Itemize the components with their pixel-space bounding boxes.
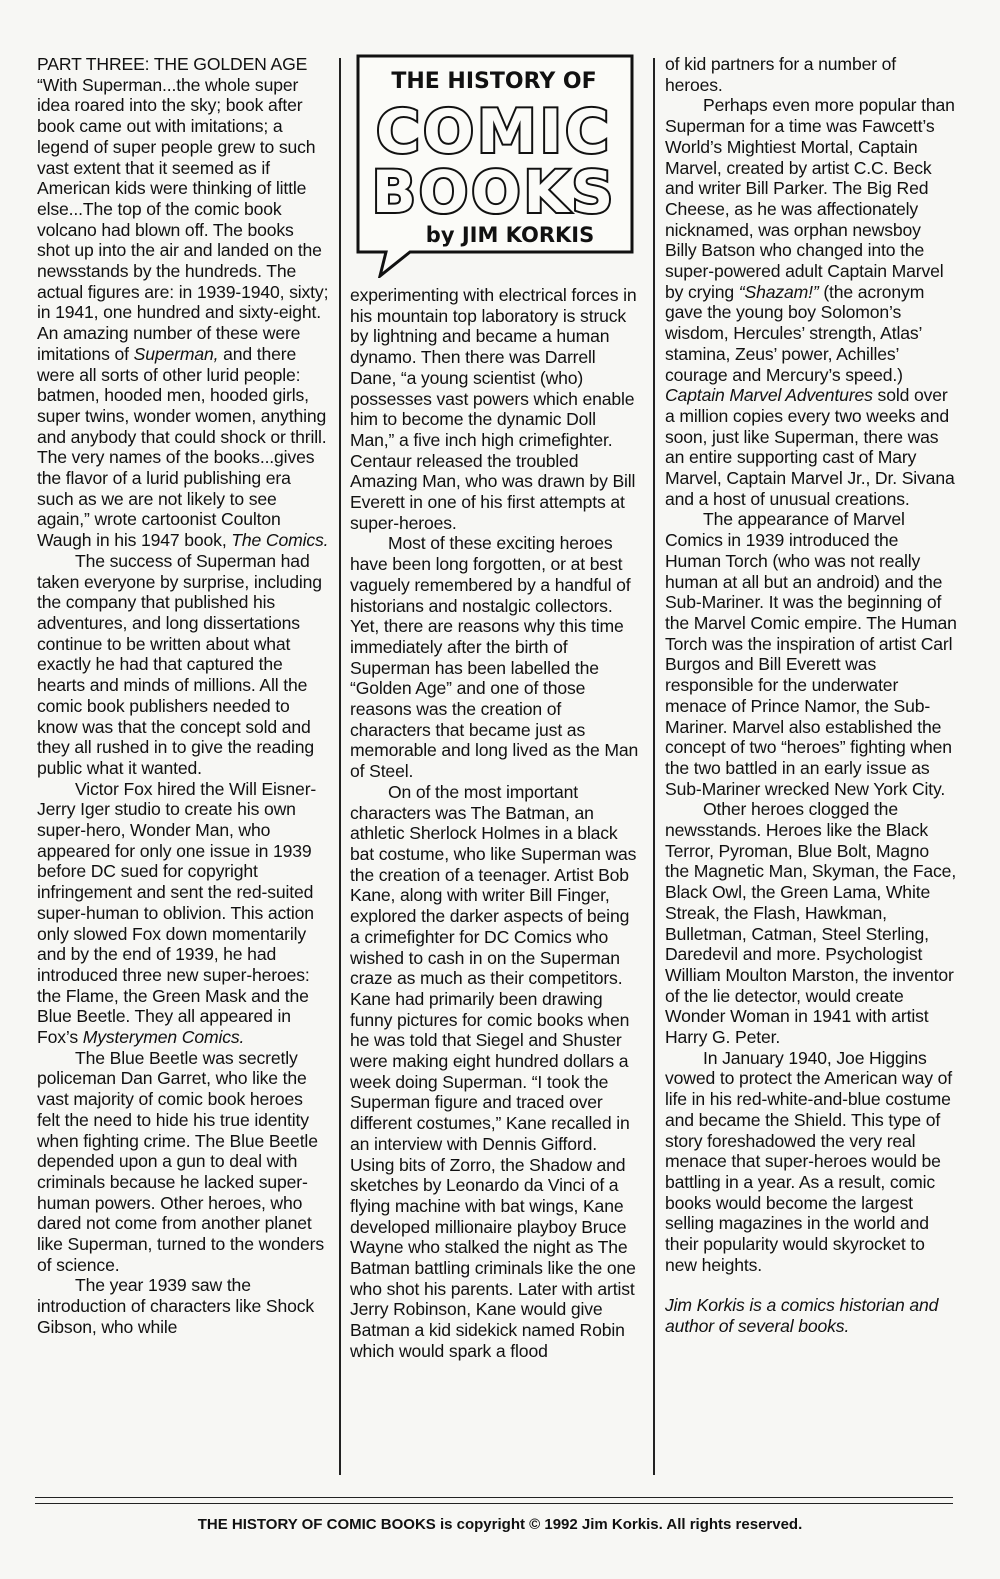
article-paragraph: On of the most important characters was The Batman, an athletic Sherlock Holmes in a black bat costume, who like Superman was the creation of a teenager. Artist Bob Kane, along with writer Bill Finger, explored the darker aspects of being a crimefighter for DC Comics who wished to cash in on the Superman craze as much as their competitors. Kane had primarily been drawing funny pictures for comic books when he was told that Siegel and Shuster were making eight hundred dollars a week doing Superman. “I took the Superman figure and traced over different costumes,” Kane recalled in an interview with Dennis Gifford. Using bits of Zorro, the Shadow and sketches by Leonardo da Vinci of a flying machine with bat wings, Kane developed millionaire playboy Bruce Wayne who stalked the night as The Batman battling criminals like the one who shot his parents. Later with artist Jerry Robinson, Kane would give Batman a kid sidekick named Robin which would spark a flood (350, 781, 637, 1361)
title-graphic (352, 52, 636, 278)
article-paragraph: The success of Superman had taken everyone by surprise, including the company that published his adventures, and long dissertations continue to be written about what exactly he had that captured the hearts and minds of millions. All the comic book publishers needed to know was that the concept sold and they all rushed in to give the reading public what it wanted. (37, 550, 322, 778)
article-paragraph: The Blue Beetle was secretly policeman Dan Garret, who like the vast majority of comic book heroes felt the need to hide his true identity when fighting crime. The Blue Beetle depended upon a gun to deal with criminals because he lacked super-human powers. Other heroes, who dared not come from another planet like Superman, turned to the wonders of science. (37, 1047, 325, 1275)
footer-rule (35, 1497, 953, 1498)
title-byline: by JIM KORKIS (425, 223, 595, 247)
section-heading: PART THREE: THE GOLDEN AGE (37, 54, 308, 74)
article-paragraph: PART THREE: THE GOLDEN AGE “With Superman...the whole super idea roared into the sky; book after book came out with imitations; a legend of super people grew to such vast extent that it seemed as if American kids were thinking of little else...The top of the comic book volcano had blown off. The books shot up into the air and landed on the newsstands by the hundreds. The actual figures are: in 1939-1940, sixty; in 1941, one hundred and sixty-eight. An amazing number of these were imitations of Superman, and there were all sorts of other lurid people: batmen, hooded men, hooded girls, super twins, wonder women, anything and anybody that could shock or thrill. The very names of the books...gives the flavor of a lurid publishing era such as we are not likely to see again,” wrote cartoonist Coulton Waugh in his 1947 book, The Comics. (37, 54, 329, 551)
author-byline: Jim Korkis is a comics historian and author of several books. (665, 1295, 939, 1337)
article-paragraph: In January 1940, Joe Higgins vowed to protect the American way of life in his red-white-and-blue costume and became the Shield. This type of story foreshadowed the very real menace that super-heroes would be battling in a year. As a result, comic books would become the largest selling magazines in the world and their popularity would skyrocket to new heights. (665, 1047, 953, 1275)
article-paragraph: experimenting with electrical forces in his mountain top laboratory is struck by lightning and became a human dynamo. Then there was Darrell Dane, “a young scientist (who) possesses vast powers which enable him to become the dynamic Doll Man,” a five inch high crimefighter. Centaur released the troubled Amazing Man, who was drawn by Bill Everett in one of his first attempts at super-heroes. (350, 285, 637, 533)
title-line-3: BOOKS (371, 158, 617, 226)
article-paragraph: of kid partners for a number of heroes. (665, 54, 897, 95)
column-3 (665, 54, 957, 1337)
article-paragraph: The year 1939 saw the introduction of characters like Shock Gibson, who while (37, 1275, 315, 1337)
title-line-1: THE HISTORY OF (391, 69, 597, 94)
column-2 (350, 285, 642, 1362)
article-paragraph: Victor Fox hired the Will Eisner-Jerry Iger studio to create his own super-hero, Wonder Man, who appeared for only one issue in 1939 before DC sued for copyright infringement and sent the red-suited super-human to oblivion. This action only slowed Fox down momentarily and by the end of 1939, he had introduced three new super-heroes: the Flame, the Green Mask and the Blue Beetle. They all appeared in Fox’s Mysterymen Comics. (37, 778, 317, 1048)
column-divider (339, 58, 341, 1475)
article-paragraph: The appearance of Marvel Comics in 1939 introduced the Human Torch (who was not really human at all but an android) and the Sub-Mariner. It was the beginning of the Marvel Comic empire. The Human Torch was the inspiration of artist Carl Burgos and Bill Everett was responsible for the underwater menace of Prince Namor, the Sub-Mariner. Marvel also established the concept of two “heroes” fighting when the two battled in an early issue as Sub-Mariner wrecked New York City. (665, 509, 957, 799)
article-paragraph: Most of these exciting heroes have been long forgotten, or at best vaguely remembered by a handful of historians and nostalgic collectors. Yet, there are reasons why this time immediately after the birth of Superman has been labelled the “Golden Age” and one of those reasons was the creation of characters that became just as memorable and long lived as the Man of Steel. (350, 533, 639, 782)
copyright-footer: THE HISTORY OF COMIC BOOKS is copyright © 1992 Jim Korkis. All rights reserved. (197, 1516, 803, 1533)
article-paragraph: Other heroes clogged the newsstands. Heroes like the Black Terror, Pyroman, Blue Bolt, Magno the Magnetic Man, Skyman, the Face, Black Owl, the Green Lama, White Streak, the Flash, Hawkman, Bulletman, Catman, Steel Sterling, Daredevil and more. Psychologist William Moulton Marston, the inventor of the lie detector, would create Wonder Woman in 1941 with artist Harry G. Peter. (665, 799, 957, 1048)
footer-rule (35, 1503, 953, 1504)
article-paragraph: Perhaps even more popular than Superman for a time was Fawcett’s World’s Mightiest Mortal, Captain Marvel, created by artist C.C. Beck and writer Bill Parker. The Big Red Cheese, as he was affectionately nicknamed, was orphan newsboy Billy Batson who changed into the super-powered adult Captain Marvel by crying “Shazam!” (the acronym gave the young boy Solomon’s wisdom, Hercules’ strength, Atlas’ stamina, Zeus’ power, Achilles’ courage and Mercury’s speed.) Captain Marvel Adventures sold over a million copies every two weeks and soon, just like Superman, there was an entire supporting cast of Mary Marvel, Captain Marvel Jr., Dr. Sivana and a host of unusual creations. (665, 95, 955, 509)
title-line-2: COMIC (375, 97, 613, 167)
column-1 (37, 54, 329, 1338)
column-divider (653, 58, 655, 1475)
title-speech-balloon (352, 52, 636, 278)
